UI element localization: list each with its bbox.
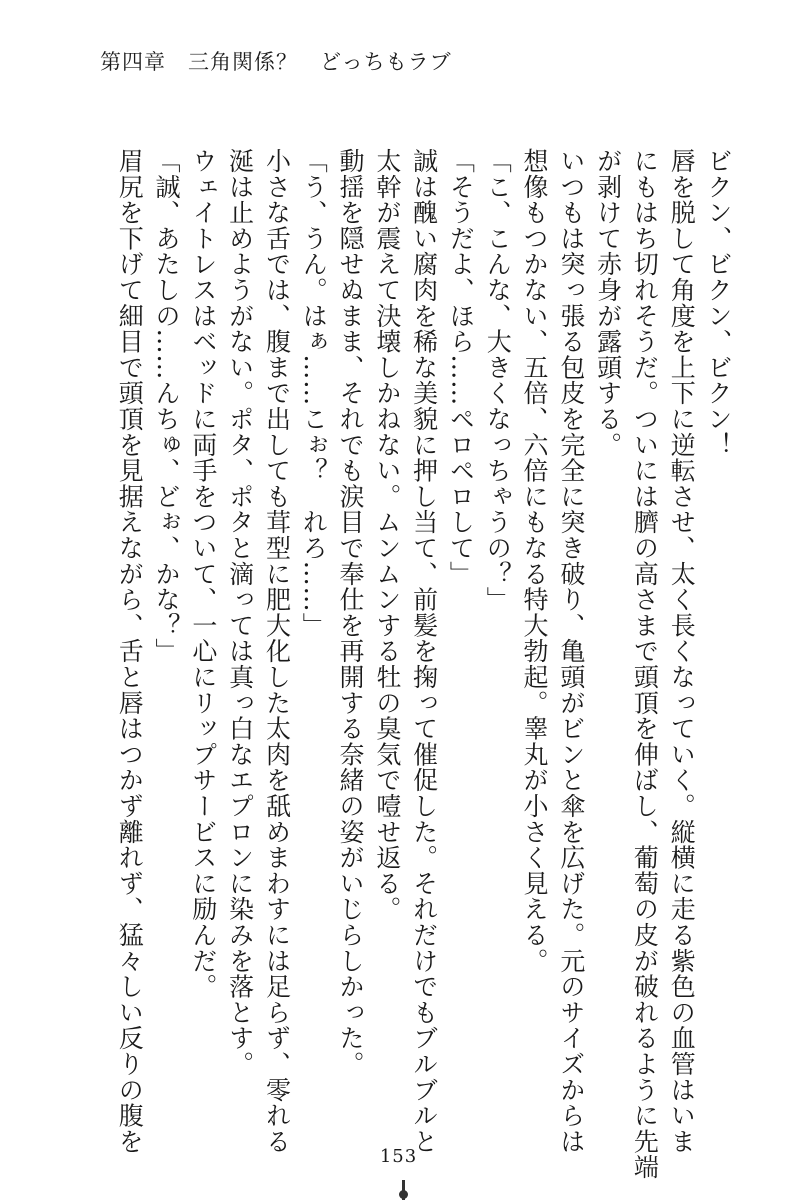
text-column: にもはち切れそうだ。ついには臍の高さまで頭頂を伸ばし、葡萄の皮が破れるように先端	[630, 148, 660, 1180]
text-column: が剥けて赤身が露頭する。	[593, 148, 623, 458]
text-column: 唇を脱して角度を上下に逆転させ、太く長くなっていく。縦横に走る紫色の血管はいま	[667, 148, 697, 1155]
text-column: 「う、うん。はぁ……こぉ？ れろ……」	[299, 148, 329, 639]
text-column: いつもは突っ張る包皮を完全に突き破り、亀頭がビンと傘を広げた。元のサイズからは	[556, 148, 586, 1155]
text-column: 誠は醜い腐肉を稀な美貌に押し当て、前髪を掬って催促した。それだけでもブルブルと	[409, 148, 439, 1155]
page-number: 153	[379, 1146, 418, 1167]
text-column: 「誠、あたしの……んちゅ、どぉ、かな？」	[152, 148, 182, 664]
text-column: ビクン、ビクン、ビクン！	[704, 148, 733, 458]
text-column: 小さな舌では、腹まで出しても茸型に肥大化した太肉を舐めまわすには足らず、零れる	[262, 148, 292, 1155]
text-column: ウェイトレスはベッドに両手をついて、一心にリップサービスに励んだ。	[188, 148, 218, 1000]
text-column: 「そうだよ、ほら……ペロペロして」	[446, 148, 476, 587]
text-column: 動揺を隠せぬまま、それでも涙目で奉仕を再開する奈緒の姿がいじらしかった。	[336, 148, 366, 1077]
bottom-dot-mark	[399, 1190, 408, 1199]
text-column: 眉尻を下げて細目で頭頂を見据えながら、舌と唇はつかず離れず、猛々しい反りの腹を	[115, 148, 145, 1155]
text-column: 「こ、こんな、大きくなっちゃうの？」	[483, 148, 513, 613]
chapter-header: 第四章 三角関係？ どっちもラブ	[100, 50, 452, 74]
text-column: 想像もつかない、五倍、六倍にもなる特大勃起。睾丸が小さく見える。	[520, 148, 550, 974]
text-column: 太幹が震えて決壊しかねない。ムンムンする牡の臭気で噎せ返る。	[372, 148, 402, 922]
text-column: 涎は止めようがない。ポタ、ポタと滴っては真っ白なエプロンに染みを落とす。	[225, 148, 255, 1077]
